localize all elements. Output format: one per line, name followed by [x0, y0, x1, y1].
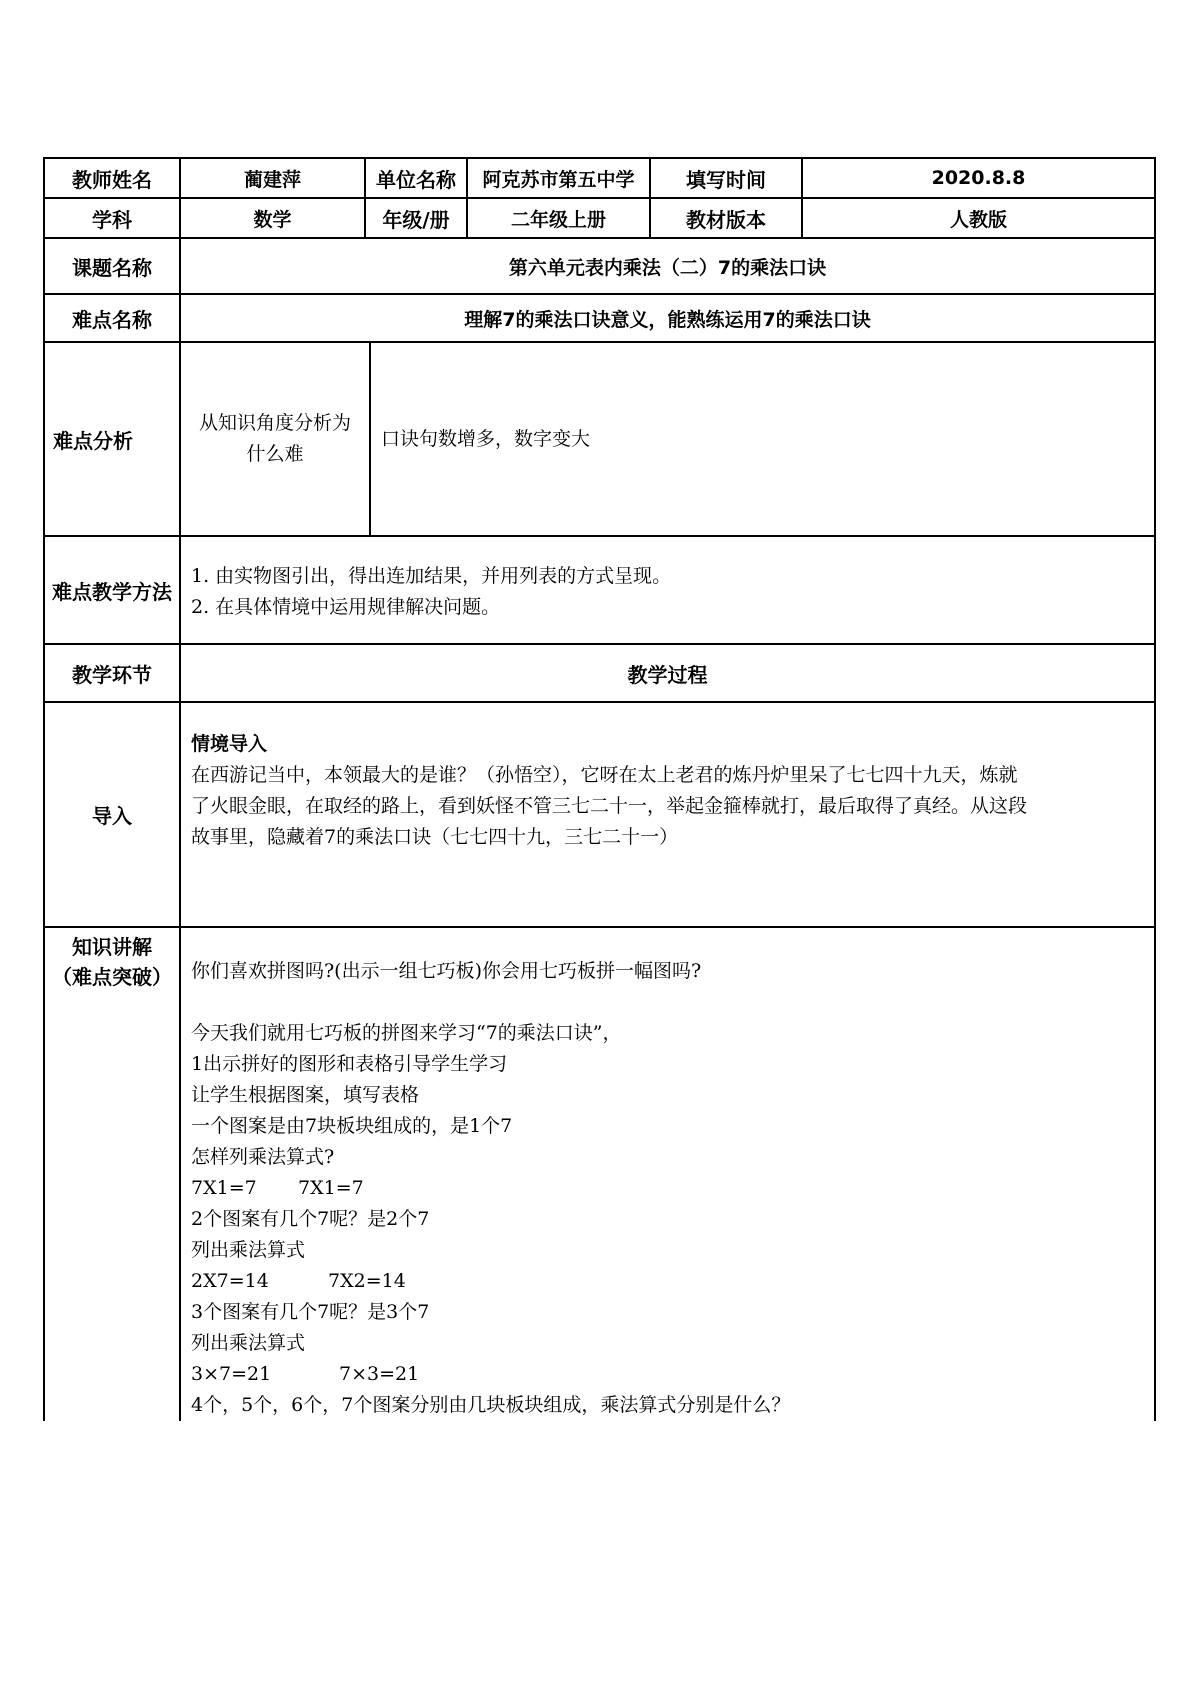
- knowledge-label-line: （难点突破）: [52, 965, 172, 989]
- method-label: 难点教学方法: [43, 535, 181, 645]
- topic-value: 第六单元表内乘法（二）7的乘法口诀: [179, 237, 1156, 295]
- method-item: 1. 由实物图引出，得出连加结果，并用列表的方式呈现。: [191, 565, 672, 587]
- subject-value: 数学: [179, 197, 366, 239]
- formula: 7X1=7: [191, 1177, 257, 1199]
- formula: 3×7=21: [191, 1363, 272, 1385]
- edition-value: 人教版: [801, 197, 1156, 239]
- intro-label: 导入: [43, 701, 181, 928]
- difficulty-label: 难点名称: [43, 293, 181, 343]
- knowledge-line: 怎样列乘法算式?: [191, 1146, 335, 1168]
- fill-date-label: 填写时间: [649, 157, 803, 199]
- formula: 2X7=14: [191, 1270, 269, 1292]
- knowledge-line: 你们喜欢拼图吗?(出示一组七巧板)你会用七巧板拼一幅图吗?: [191, 960, 702, 982]
- intro-heading: 情境导入: [191, 733, 268, 755]
- grade-value: 二年级上册: [466, 197, 651, 239]
- analysis-label: 难点分析: [43, 341, 181, 537]
- grade-label: 年级/册: [364, 197, 468, 239]
- teacher-name-label: 教师姓名: [43, 157, 181, 199]
- subject-label: 学科: [43, 197, 181, 239]
- knowledge-line: 4个，5个，6个，7个图案分别由几块板块组成，乘法算式分别是什么？: [191, 1394, 791, 1416]
- intro-line: 了火眼金眼，在取经的路上，看到妖怪不管三七二十一，举起金箍棒就打，最后取得了真经。从这段: [191, 795, 1028, 817]
- intro-content: [179, 701, 1156, 928]
- formula-row: [191, 1359, 1144, 1390]
- unit-name-value: 阿克苏市第五中学: [466, 157, 651, 199]
- formula: 7X1=7: [298, 1177, 364, 1199]
- formula-row: [191, 1173, 1144, 1204]
- fill-date-value: 2020.8.8: [801, 157, 1156, 199]
- knowledge-line: 让学生根据图案，填写表格: [191, 1084, 420, 1106]
- difficulty-value: 理解7的乘法口诀意义，能熟练运用7的乘法口诀: [179, 293, 1156, 343]
- knowledge-line: 列出乘法算式: [191, 1239, 306, 1261]
- unit-name-label: 单位名称: [364, 157, 468, 199]
- blank-line: [191, 987, 1144, 1018]
- formula: 7X2=14: [328, 1270, 406, 1292]
- method-item: 2. 在具体情境中运用规律解决问题。: [191, 596, 501, 618]
- knowledge-line: 列出乘法算式: [191, 1332, 306, 1354]
- knowledge-line: 3个图案有几个7呢？是3个7: [191, 1301, 430, 1323]
- process-label: 教学过程: [179, 643, 1156, 703]
- knowledge-line: 今天我们就用七巧板的拼图来学习“7的乘法口诀”，: [191, 1022, 622, 1044]
- analysis-content: 口诀句数增多，数字变大: [369, 341, 1156, 537]
- analysis-sub-label: 从知识角度分析为什么难: [179, 341, 371, 537]
- formula-row: [191, 1266, 1144, 1297]
- knowledge-line: 一个图案是由7块板块组成的，是1个7: [191, 1115, 513, 1137]
- knowledge-content: [179, 926, 1156, 1421]
- formula: 7×3=21: [339, 1363, 420, 1385]
- teacher-name-value: 蔺建萍: [179, 157, 366, 199]
- knowledge-line: 1出示拼好的图形和表格引导学生学习: [191, 1053, 508, 1075]
- knowledge-line: 2个图案有几个7呢？是2个7: [191, 1208, 430, 1230]
- intro-line: 在西游记当中，本领最大的是谁？（孙悟空），它呀在太上老君的炼丹炉里呆了七七四十九天，炼就: [191, 764, 1018, 786]
- knowledge-label: [43, 926, 181, 1421]
- intro-line: 故事里，隐藏着7的乘法口诀（七七四十九，三七二十一）: [191, 826, 679, 848]
- knowledge-label-line: 知识讲解: [72, 935, 152, 959]
- method-content: [179, 535, 1156, 645]
- topic-label: 课题名称: [43, 237, 181, 295]
- process-stage-label: 教学环节: [43, 643, 181, 703]
- edition-label: 教材版本: [649, 197, 803, 239]
